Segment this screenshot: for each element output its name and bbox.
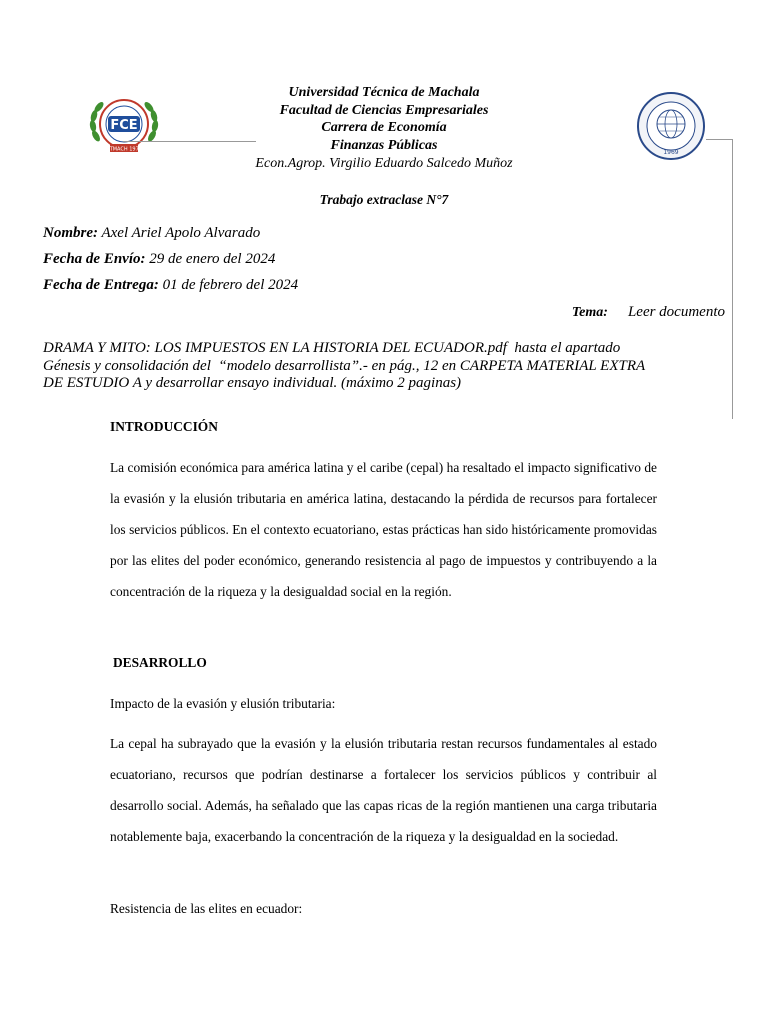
- career-name: Carrera de Economía: [321, 120, 447, 135]
- delivery-date-label: Fecha de Entrega:: [43, 277, 159, 293]
- instructions-line: DE ESTUDIO A y desarrollar ensayo individual. (máximo 2 paginas): [43, 375, 462, 391]
- student-name-value: Axel Ariel Apolo Alvarado: [98, 225, 261, 241]
- intro-heading: INTRODUCCIÓN: [110, 419, 218, 434]
- sent-date-field: [43, 251, 275, 268]
- fce-logo-banner: UTMACH 1970: [106, 146, 142, 153]
- instructions-line: Génesis y consolidación del “modelo desarrollista”.- en pág., 12 en CARPETA MATERIAL EXTRA: [43, 357, 646, 374]
- subheading-resistance: Resistencia de las elites en ecuador:: [110, 901, 303, 916]
- faculty-name: Facultad de Ciencias Empresariales: [279, 103, 489, 118]
- student-name-field: [43, 225, 260, 242]
- development-paragraph: La cepal ha subrayado que la evasión y la elusión tributaria restan recursos fundamentales al estado ecuatoriano, recursos que podrían destinarse a fortalecer los servicios públicos y contribuir al desarrollo social. Además, ha señalado que las capas ricas de la región mantienen una carga tributaria notablemente baja, exacerbando la concentración de la riqueza y la desigualdad en la sociedad.: [110, 736, 657, 844]
- subject-name: Finanzas Públicas: [330, 138, 438, 153]
- delivery-date-value: 01 de febrero del 2024: [158, 277, 299, 293]
- topic-line: [572, 304, 725, 321]
- fce-logo-letters: FCE: [110, 118, 138, 133]
- assignment-title: Trabajo extraclase N°7: [319, 192, 449, 207]
- sent-date-label: Fecha de Envío:: [43, 251, 146, 267]
- intro-paragraph: La comisión económica para américa latina y el caribe (cepal) ha resaltado el impacto significativo de la evasión y la elusión tributaria en américa latina, destacando la pérdida de recursos para fortalecer los servicios públicos. En el contexto ecuatoriano, estas prácticas han sido históricamente promovidas por las elites del poder económico, generando resistencia al pago de impuestos y contribuyendo a la concentración de la riqueza y la desigualdad social en la región.: [110, 460, 657, 599]
- subheading-impact: Impacto de la evasión y elusión tributaria:: [110, 696, 336, 711]
- instructions-line: DRAMA Y MITO: LOS IMPUESTOS EN LA HISTORIA DEL ECUADOR.pdf hasta el apartado: [43, 340, 621, 356]
- delivery-date-field: [43, 277, 298, 294]
- professor-name: Econ.Agrop. Virgilio Eduardo Salcedo Muñoz: [255, 156, 513, 171]
- student-name-label: Nombre:: [43, 225, 98, 241]
- university-name: Universidad Técnica de Machala: [288, 85, 480, 100]
- topic-value: Leer documento: [627, 304, 725, 320]
- topic-label: Tema:: [571, 305, 608, 320]
- seal-year: 1969: [663, 149, 679, 156]
- sent-date-value: 29 de enero del 2024: [145, 251, 276, 267]
- instructions-block: [43, 340, 733, 393]
- development-heading: DESARROLLO: [113, 655, 207, 670]
